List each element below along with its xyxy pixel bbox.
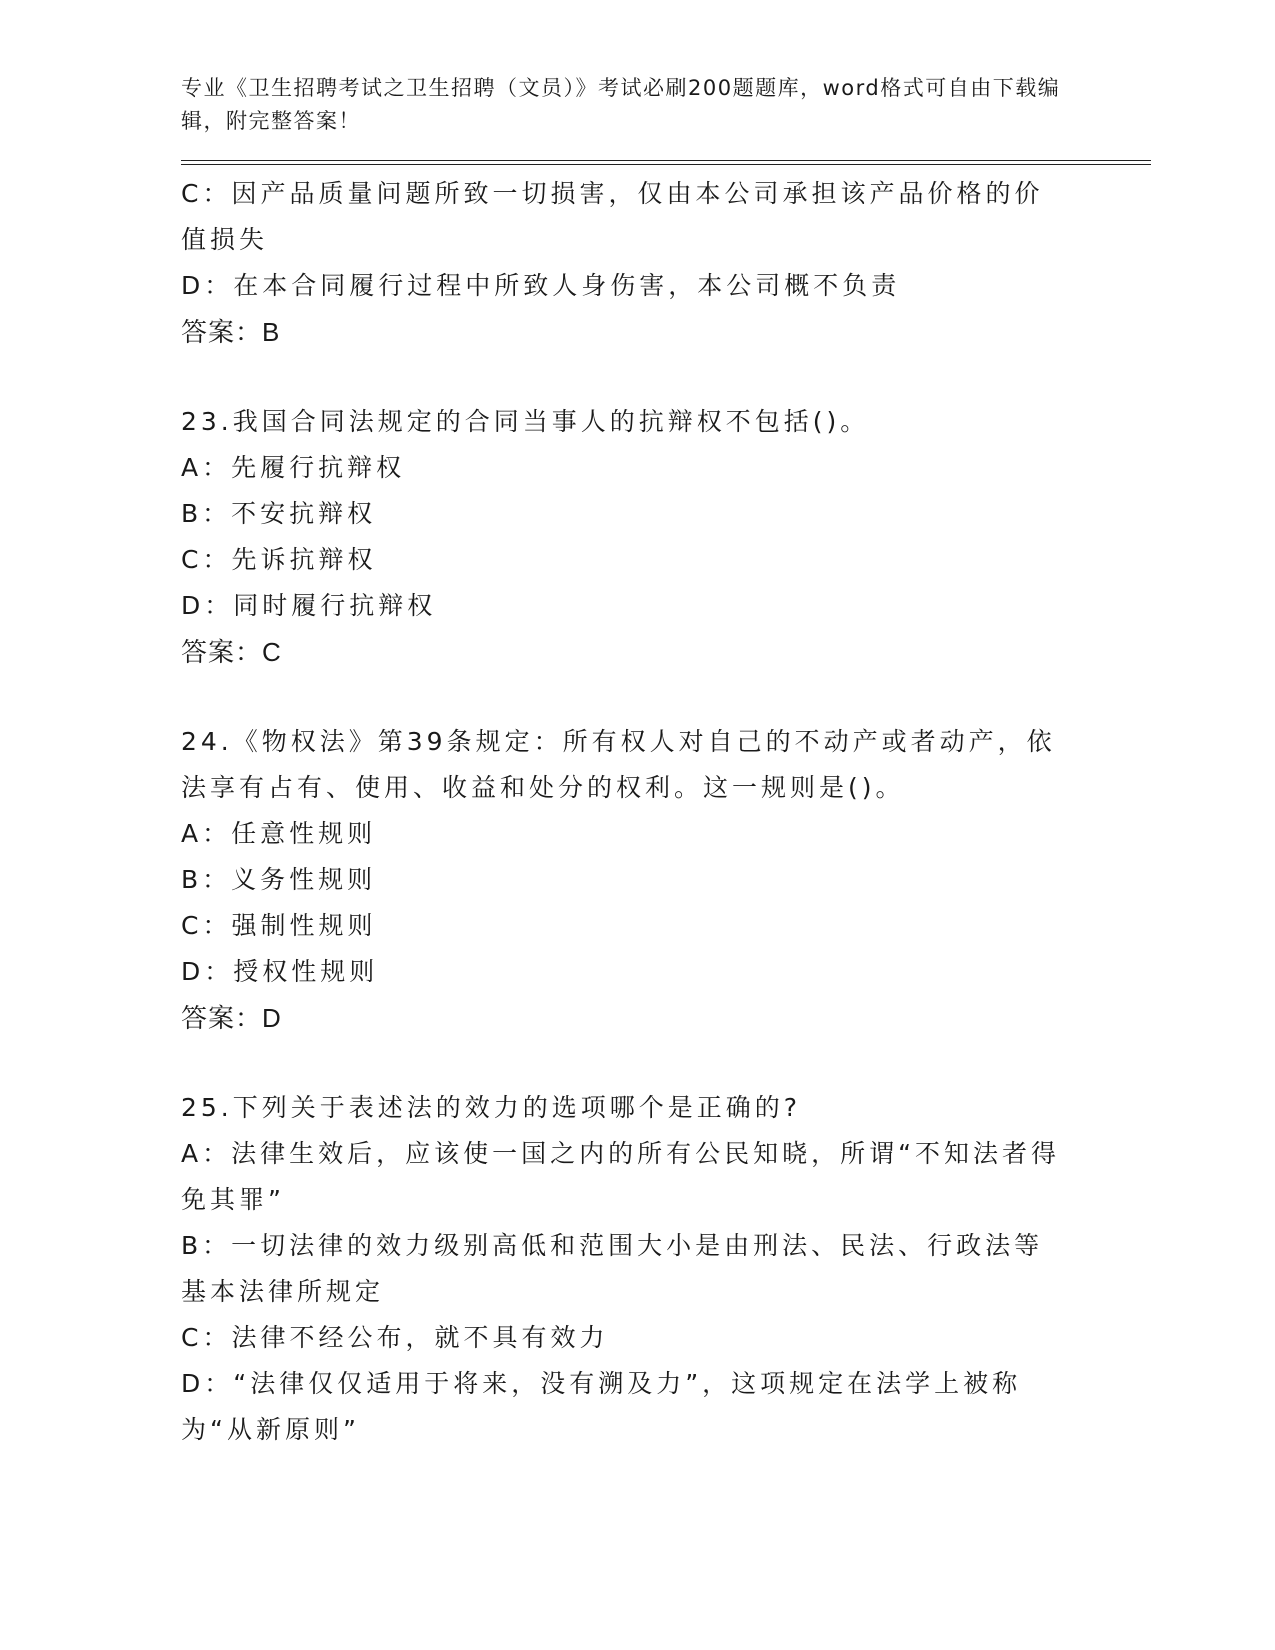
question-23 bbox=[181, 399, 1071, 675]
question-stem: 23.我国合同法规定的合同当事人的抗辩权不包括()。 bbox=[181, 407, 870, 436]
option-b: B：义务性规则 bbox=[181, 865, 377, 894]
option-b: B：不安抗辩权 bbox=[181, 499, 377, 528]
question-25 bbox=[181, 1085, 1071, 1453]
option-a: A：任意性规则 bbox=[181, 819, 377, 848]
option-c: C：法律不经公布，就不具有效力 bbox=[181, 1323, 609, 1352]
document-page bbox=[181, 72, 1151, 1453]
prev-question-tail bbox=[181, 171, 1071, 355]
option-d: D：同时履行抗辩权 bbox=[181, 591, 437, 620]
answer-line: 答案：C bbox=[181, 637, 282, 667]
option-c: C：先诉抗辩权 bbox=[181, 545, 377, 574]
document-header: 专业《卫生招聘考试之卫生招聘（文员）》考试必刷200题题库，word格式可自由下载编辑，附完整答案！ bbox=[181, 76, 1061, 133]
option-c: C：强制性规则 bbox=[181, 911, 377, 940]
option-d: D：在本合同履行过程中所致人身伤害，本公司概不负责 bbox=[181, 271, 901, 300]
option-c: C：因产品质量问题所致一切损害，仅由本公司承担该产品价格的价值损失 bbox=[181, 179, 1044, 254]
question-stem: 24.《物权法》第39条规定：所有权人对自己的不动产或者动产，依法享有占有、使用、收益和处分的权利。这一规则是()。 bbox=[181, 727, 1056, 802]
option-a: A：法律生效后，应该使一国之内的所有公民知晓，所谓“不知法者得免其罪” bbox=[181, 1139, 1061, 1214]
answer-line: 答案：B bbox=[181, 317, 281, 347]
question-stem: 25.下列关于表述法的效力的选项哪个是正确的? bbox=[181, 1093, 802, 1122]
document-body bbox=[181, 171, 1071, 1453]
header-divider bbox=[181, 160, 1151, 165]
answer-line: 答案：D bbox=[181, 1003, 282, 1033]
option-d: D：授权性规则 bbox=[181, 957, 379, 986]
option-b: B：一切法律的效力级别高低和范围大小是由刑法、民法、行政法等基本法律所规定 bbox=[181, 1231, 1044, 1306]
question-24 bbox=[181, 719, 1071, 1041]
option-d: D：“法律仅仅适用于将来，没有溯及力”，这项规定在法学上被称为“从新原则” bbox=[181, 1369, 1022, 1444]
option-a: A：先履行抗辩权 bbox=[181, 453, 406, 482]
